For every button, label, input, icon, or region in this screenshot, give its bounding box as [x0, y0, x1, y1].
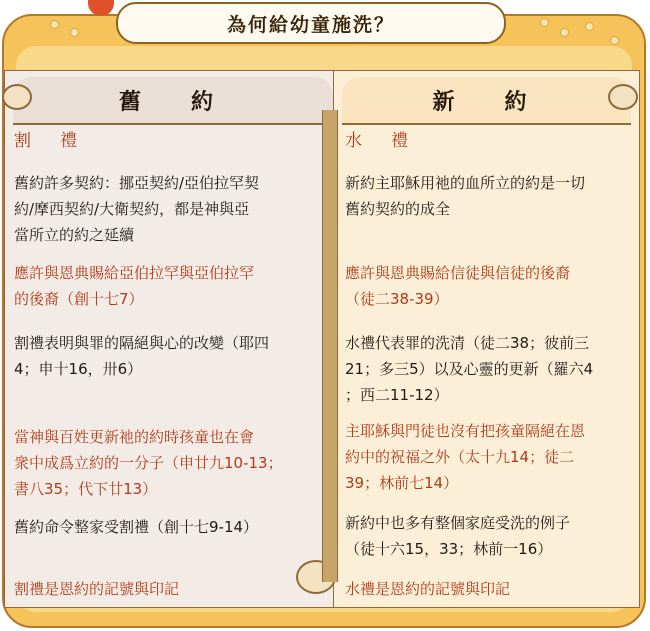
decor-dot	[50, 20, 59, 29]
new-paragraph-4: 主耶穌與門徒也沒有把孩童隔絕在恩 約中的祝福之外（太十九14；徒二 39；林前七14）	[345, 422, 586, 492]
decor-dot	[70, 28, 79, 37]
old-heading: 割 禮	[14, 131, 83, 151]
old-covenant-header: 舊 約	[13, 77, 333, 125]
scroll-roll-icon	[608, 84, 638, 110]
decor-dot	[540, 18, 549, 27]
new-paragraph-6: 水禮是恩約的記號與印記	[345, 580, 511, 598]
decor-dot	[560, 28, 569, 37]
old-paragraph-4: 當神與百姓更新祂的約時孩童也在會 衆中成爲立約的一分子（申廿九10-13； 書八35；代下廿13）	[14, 428, 283, 498]
new-paragraph-1: 新約主耶穌用祂的血所立的約是一切 舊約契約的成全	[345, 174, 586, 218]
new-paragraph-3: 水禮代表罪的洗清（徒二38；彼前三 21；多三5）以及心靈的更新（羅六4 ；西二11-12）	[345, 334, 594, 404]
old-paragraph-2: 應許與恩典賜給亞伯拉罕與亞伯拉罕 的後裔（創十七7）	[14, 264, 255, 308]
old-paragraph-1: 舊約許多契約：挪亞契約/亞伯拉罕契 約/摩西契約/大衛契約，都是神與亞 當所立的約之延續	[14, 174, 260, 244]
scroll-roll-icon	[2, 84, 32, 110]
decor-dot	[610, 36, 619, 45]
new-covenant-header: 新 約	[342, 77, 631, 125]
page-title: 為何給幼童施洗？	[116, 2, 506, 44]
old-paragraph-5: 舊約命令整家受割禮（創十七9-14）	[14, 518, 259, 536]
new-heading: 水 禮	[345, 131, 414, 151]
center-divider	[322, 110, 338, 582]
old-paragraph-3: 割禮表明與罪的隔絕與心的改變（耶四 4；申十16，卅6）	[14, 334, 270, 378]
decor-dot	[585, 22, 594, 31]
new-paragraph-5: 新約中也多有整個家庭受洗的例子 （徒十六15，33；林前一16）	[345, 514, 571, 558]
new-paragraph-2: 應許與恩典賜給信徒與信徒的後裔 （徒二38-39）	[345, 264, 571, 308]
old-paragraph-6: 割禮是恩約的記號與印記	[14, 580, 180, 598]
